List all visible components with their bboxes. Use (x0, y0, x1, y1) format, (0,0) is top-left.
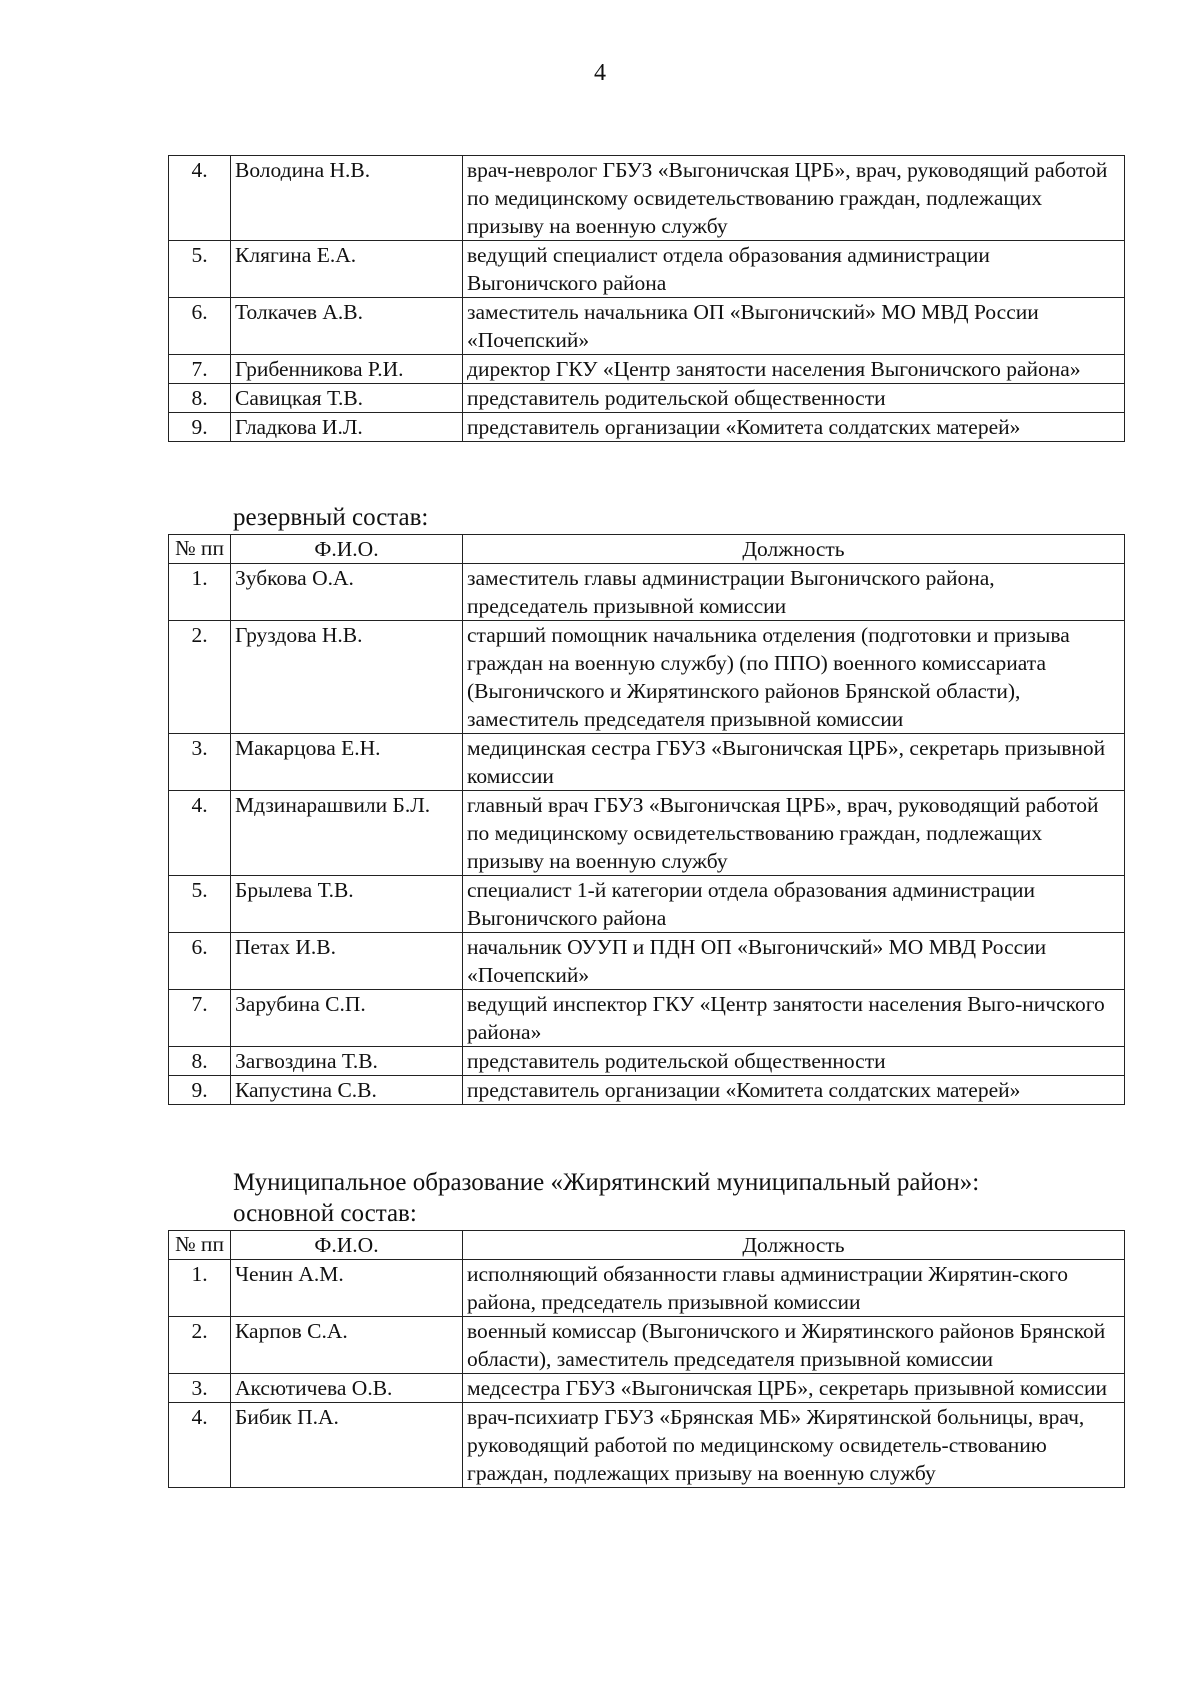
member-name: Ченин А.М. (231, 1260, 463, 1317)
member-position: директор ГКУ «Центр занятости населения Выгоничского района» (463, 355, 1125, 384)
member-position: представитель организации «Комитета солдатских матерей» (463, 413, 1125, 442)
row-number: 8. (169, 1047, 231, 1076)
table-row (169, 1403, 1125, 1488)
member-position: медсестра ГБУЗ «Выгоничская ЦРБ», секретарь призывной комиссии (463, 1374, 1125, 1403)
member-position: представитель организации «Комитета солдатских матерей» (463, 1076, 1125, 1105)
row-number: 2. (169, 1317, 231, 1374)
member-position: специалист 1-й категории отдела образования администрации Выгоничского района (463, 876, 1125, 933)
member-position: врач-психиатр ГБУЗ «Брянская МБ» Жирятинской больницы, врач, руководящий работой по медицинскому освидетель-ствованию граждан, подлежащих призыву на военную службу (463, 1403, 1125, 1488)
table-row (169, 933, 1125, 990)
table-row (169, 621, 1125, 734)
table-row (169, 1047, 1125, 1076)
member-position: представитель родительской общественности (463, 384, 1125, 413)
table-row (169, 1317, 1125, 1374)
member-position: исполняющий обязанности главы администрации Жирятин-ского района, председатель призывной комиссии (463, 1260, 1125, 1317)
member-position: главный врач ГБУЗ «Выгоничская ЦРБ», врач, руководящий работой по медицинскому освидетельствованию граждан, подлежащих призыву на военную службу (463, 791, 1125, 876)
table-row (169, 564, 1125, 621)
table-row (169, 384, 1125, 413)
row-number: 5. (169, 241, 231, 298)
header-position: Должность (463, 535, 1125, 564)
row-number: 4. (169, 156, 231, 241)
commission-table-reserve (168, 534, 1125, 1105)
header-number: № пп (169, 1231, 231, 1260)
page-number: 4 (594, 60, 606, 86)
member-position: ведущий инспектор ГКУ «Центр занятости населения Выго-ничского района» (463, 990, 1125, 1047)
member-name: Груздова Н.В. (231, 621, 463, 734)
row-number: 8. (169, 384, 231, 413)
member-name: Аксютичева О.В. (231, 1374, 463, 1403)
member-name: Бибик П.А. (231, 1403, 463, 1488)
row-number: 9. (169, 1076, 231, 1105)
main-composition-caption: основной состав: (233, 1200, 417, 1227)
row-number: 3. (169, 1374, 231, 1403)
member-name: Клягина Е.А. (231, 241, 463, 298)
member-position: медицинская сестра ГБУЗ «Выгоничская ЦРБ», секретарь призывной комиссии (463, 734, 1125, 791)
row-number: 4. (169, 791, 231, 876)
table-row (169, 156, 1125, 241)
table-row (169, 241, 1125, 298)
member-name: Капустина С.В. (231, 1076, 463, 1105)
row-number: 7. (169, 990, 231, 1047)
table-row (169, 1374, 1125, 1403)
commission-table-main-continued (168, 155, 1125, 442)
member-name: Брылева Т.В. (231, 876, 463, 933)
member-name: Петах И.В. (231, 933, 463, 990)
table-row (169, 990, 1125, 1047)
member-name: Володина Н.В. (231, 156, 463, 241)
member-position: заместитель главы администрации Выгоничского района, председатель призывной комиссии (463, 564, 1125, 621)
commission-table-zhiryatino-main (168, 1230, 1125, 1488)
table-row (169, 1260, 1125, 1317)
table-row (169, 298, 1125, 355)
member-name: Загвоздина Т.В. (231, 1047, 463, 1076)
member-position: заместитель начальника ОП «Выгоничский» МО МВД России «Почепский» (463, 298, 1125, 355)
row-number: 3. (169, 734, 231, 791)
reserve-caption: резервный состав: (233, 504, 429, 531)
header-position: Должность (463, 1231, 1125, 1260)
row-number: 5. (169, 876, 231, 933)
row-number: 6. (169, 933, 231, 990)
member-name: Зубкова О.А. (231, 564, 463, 621)
header-name: Ф.И.О. (231, 535, 463, 564)
table-row (169, 355, 1125, 384)
member-name: Грибенникова Р.И. (231, 355, 463, 384)
table-row (169, 791, 1125, 876)
member-position: военный комиссар (Выгоничского и Жирятинского районов Брянской области), заместитель председателя призывной комиссии (463, 1317, 1125, 1374)
row-number: 4. (169, 1403, 231, 1488)
row-number: 2. (169, 621, 231, 734)
table-row (169, 734, 1125, 791)
member-name: Савицкая Т.В. (231, 384, 463, 413)
member-position: начальник ОУУП и ПДН ОП «Выгоничский» МО МВД России «Почепский» (463, 933, 1125, 990)
member-position: врач-невролог ГБУЗ «Выгоничская ЦРБ», врач, руководящий работой по медицинскому освидетельствованию граждан, подлежащих призыву на военную службу (463, 156, 1125, 241)
row-number: 6. (169, 298, 231, 355)
member-position: представитель родительской общественности (463, 1047, 1125, 1076)
member-position: ведущий специалист отдела образования администрации Выгоничского района (463, 241, 1125, 298)
member-name: Гладкова И.Л. (231, 413, 463, 442)
header-number: № пп (169, 535, 231, 564)
row-number: 1. (169, 564, 231, 621)
row-number: 9. (169, 413, 231, 442)
member-name: Толкачев А.В. (231, 298, 463, 355)
member-name: Макарцова Е.Н. (231, 734, 463, 791)
row-number: 7. (169, 355, 231, 384)
table-row (169, 1076, 1125, 1105)
member-name: Зарубина С.П. (231, 990, 463, 1047)
table-row (169, 876, 1125, 933)
member-name: Мдзинарашвили Б.Л. (231, 791, 463, 876)
table-header-row (169, 1231, 1125, 1260)
municipality-caption: Муниципальное образование «Жирятинский муниципальный район»: (233, 1169, 980, 1196)
header-name: Ф.И.О. (231, 1231, 463, 1260)
member-position: старший помощник начальника отделения (подготовки и призыва граждан на военную службу) (по ППО) военного комиссариата (Выгоничского и Жирятинского районов Брянской области), заместитель председателя призывной комиссии (463, 621, 1125, 734)
table-header-row (169, 535, 1125, 564)
row-number: 1. (169, 1260, 231, 1317)
member-name: Карпов С.А. (231, 1317, 463, 1374)
table-row (169, 413, 1125, 442)
